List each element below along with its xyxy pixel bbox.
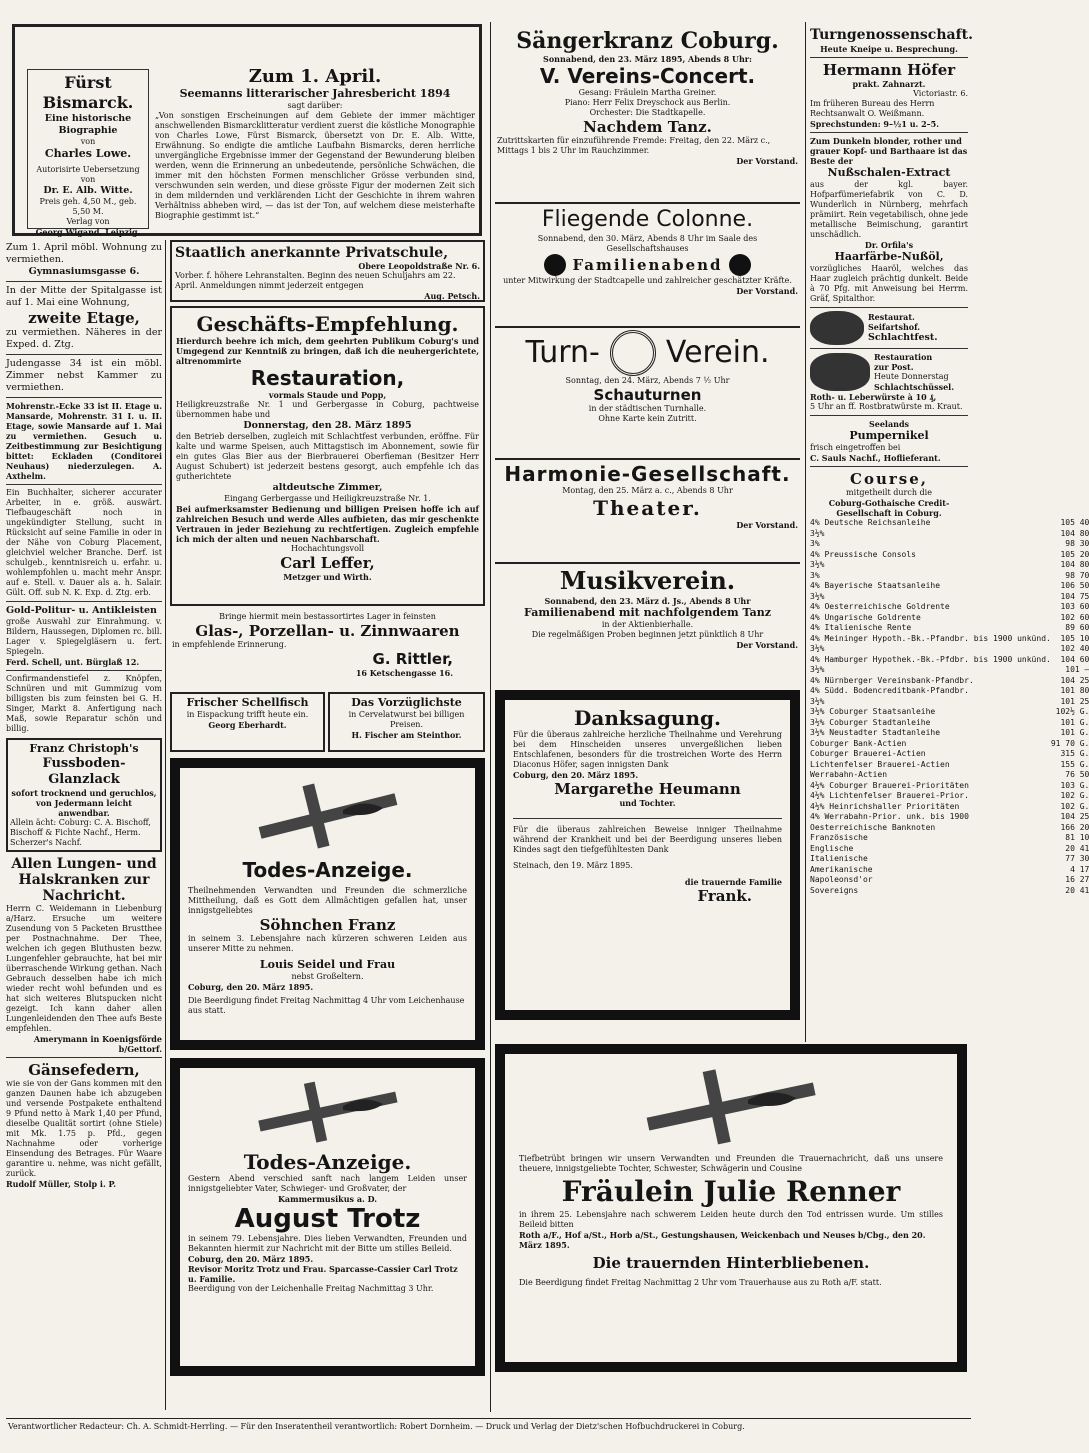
fish-heading: Frischer Schellfisch xyxy=(186,696,309,709)
saengerkranz-concert: V. Vereins-Concert. xyxy=(539,64,756,88)
cross-icon xyxy=(636,1066,826,1148)
turnverein-event: Schauturnen xyxy=(593,386,702,404)
bismarck-price: Preis geh. 4,50 M., geb. 5,50 M. xyxy=(39,197,137,216)
death-notice-1-sign-2: nebst Großeltern. xyxy=(291,972,364,981)
ad-apartment-1: Zum 1. April möbl. Wohnung zu vermiethen. xyxy=(6,242,162,265)
colonne-event: Familienabend xyxy=(572,256,723,274)
bismarck-ad xyxy=(12,24,482,236)
rates-row xyxy=(810,749,1089,760)
business-text-2: Heiligkreuzstraße Nr. 1 und Gerbergasse in Coburg, pachtweise übernommen habe und xyxy=(176,400,479,419)
rate-value: 89 60 xyxy=(1065,623,1089,632)
rate-value: 20 41 xyxy=(1065,843,1089,853)
seifartshof-2: Seifartshof. xyxy=(868,322,921,332)
rate-label: 3½% xyxy=(810,644,825,653)
death-notice-2-text-2: in seinem 79. Lebensjahre. Dies lieben Verwandten, Freunden und Bekannten hiermit zur Nachricht mit der Bitte um stilles Beileid. xyxy=(188,1234,467,1253)
school-ad xyxy=(170,240,485,302)
rate-label: Sovereigns xyxy=(810,885,859,895)
turngenossenschaft-text: Heute Kneipe u. Besprechung. xyxy=(820,44,958,54)
ad-mohrenstrasse: Mohrenstr.-Ecke 33 ist II. Etage u. Mansarde, Mohrenstr. 31 I. u. II. Etage, sowie Mansarde auf 1. Mai zu vermiethen. Gesuch u. Zeitbestimmung zur Besichtigung bittet: Eckladen (Conditorei Neuhaus) niederzulegen. A. Axthelm. xyxy=(6,401,162,481)
turnverein-ad xyxy=(495,326,800,452)
rate-value: 103 G. xyxy=(1060,780,1089,790)
imprint-footer: Verantwortlicher Redacteur: Ch. A. Schmidt-Herrling. — Für den Inseratentheil verantwortlich: Robert Dornheim. — Druck und Verlag der Dietz'schen Hofbuchdruckerei in Coburg. xyxy=(8,1422,745,1431)
ad-boots: Confirmandenstiefel z. Knöpfen, Schnüren und mit Gummizug vom billigsten bis zum feinsten bei G. H. Singer, Markt 8. Anfertigung nach Maß, sowie Reparatur schön und billig. xyxy=(6,674,162,733)
rates-row xyxy=(810,812,1089,823)
rate-value: 315 G. xyxy=(1060,749,1089,758)
glass-text-2: in empfehlende Erinnerung. xyxy=(172,640,287,649)
column-rule xyxy=(805,22,806,1042)
course-heading: Course, xyxy=(850,470,928,488)
musikverein-heading: Musikverein. xyxy=(559,566,736,595)
ad-bookkeeper: Ein Buchhalter, sicherer accurater Arbeiter, in e. größ. auswärt. Tiefbaugeschäft noch in ungekündigter Stellung, sucht in Rücksicht auf seine Familie in oder in der Nähe von Coburg Placement, gleichviel welcher Branche. Derf. ist schulgeb., kenntnisreich u. erfahr. u. wohlempfohlen u. macht mehr Anspr. auf e. Stell. v. Dauer als a. h. Salair. Gült. Off. sub N. K. Exp. d. Ztg. erb. xyxy=(6,488,162,597)
school-address: Obere Leopoldstraße Nr. 6. xyxy=(358,261,480,271)
rate-label: 4% Nürnberger Vereinsbank-Pfandbr. xyxy=(810,675,974,685)
business-entrance: Eingang Gerbergasse und Heiligkreuzstraße Nr. 1. xyxy=(224,494,431,503)
ad-apartment-2-big: zweite Etage, xyxy=(28,309,140,327)
harmonie-event: Theater. xyxy=(593,496,702,520)
harmonie-heading: Harmonie-Gesellschaft. xyxy=(504,462,791,486)
rate-value: 102½ G. xyxy=(1055,707,1089,716)
ad-gold-heading: Gold-Politur- u. Antikleisten xyxy=(6,605,157,616)
pumpernickel-intro: Seelands xyxy=(868,419,910,429)
rate-label: Amerikanische xyxy=(810,864,873,874)
rates-row xyxy=(810,581,1089,592)
rate-label: Italienische xyxy=(810,854,868,863)
post-restaurant-1: Restauration xyxy=(874,352,933,362)
seifartshof-3: Schlachtfest. xyxy=(868,332,938,343)
restaurant-name: Restauration, xyxy=(250,366,405,390)
death-notice-3-burial: Die Beerdigung findet Freitag Nachmittag 2 Uhr vom Trauerhause aus zu Roth a/F. statt. xyxy=(519,1278,882,1287)
rates-row xyxy=(810,571,1089,582)
restaurant-former: vormals Staude und Popp, xyxy=(268,390,387,400)
rates-row xyxy=(810,529,1089,540)
sausage-sign: H. Fischer am Steinthor. xyxy=(351,730,462,740)
rate-label: Coburger Brauerei-Actien xyxy=(810,749,926,758)
rates-row xyxy=(810,823,1089,834)
turnverein-heading-2: Verein. xyxy=(665,335,770,370)
saengerkranz-heading: Sängerkranz Coburg. xyxy=(516,28,779,54)
post-restaurant-2: zur Post. xyxy=(874,362,914,372)
rates-row xyxy=(810,791,1089,802)
rate-label: 3½% Coburger Stadtanleihe xyxy=(810,717,931,727)
dentist-title: prakt. Zahnarzt. xyxy=(852,79,926,89)
rate-label: Napoleonsd'or xyxy=(810,875,873,884)
rate-value: 81 10 xyxy=(1065,833,1089,842)
glass-ad xyxy=(170,610,485,688)
rates-row xyxy=(810,886,1089,897)
bismarck-heading: Zum 1. April. xyxy=(248,66,382,87)
rate-value: 98 30 xyxy=(1065,539,1089,548)
ad-lack-heading-2: Fussboden-Glanzlack xyxy=(42,756,126,787)
rate-value: 102 G. xyxy=(1060,801,1089,811)
rate-value: 16 27 xyxy=(1065,875,1089,884)
school-heading: Staatlich anerkannte Privatschule, xyxy=(175,245,449,261)
saengerkranz-singer: Gesang: Fräulein Martha Greiner. xyxy=(578,88,717,97)
death-notice-3-text: Tiefbetrübt bringen wir unsern Verwandten und Freunden die Trauernachricht, daß uns unsere theuere, innigstgeliebte Tochter, Schwester, Schwägerin und Cousine xyxy=(519,1154,943,1173)
business-room: altdeutsche Zimmer, xyxy=(272,482,383,493)
rates-row xyxy=(810,760,1089,771)
death-notice-2-heading: Todes-Anzeige. xyxy=(243,1150,412,1174)
business-text-3: den Betrieb derselben, zugleich mit Schlachtfest verbunden, eröffne. Für kalte und warme Speisen, auch Mittagstisch im Abonnement, sowie für ein gutes Glas Bier aus der Bierbrauerei Oberfieman (Besitzer Herr August Schubert) ist jederzeit bestens gesorgt, auch empfehle ich das gutherichtete xyxy=(176,432,479,481)
rate-value: 104 25 xyxy=(1060,812,1089,821)
dentist-address: Victoriastr. 6. xyxy=(913,89,968,98)
saengerkranz-ad xyxy=(495,26,800,198)
rates-row xyxy=(810,539,1089,550)
rates-row xyxy=(810,833,1089,844)
ad-room: Judengasse 34 ist ein möbl. Zimmer nebst Kammer zu vermiethen. xyxy=(6,358,162,393)
rate-label: Werrabahn-Actien xyxy=(810,770,888,779)
ad-lack-text: sofort trocknend und geruchlos, von Jedermann leicht anwendbar. xyxy=(11,788,157,818)
hair-oil-text: vorzügliches Haaröl, welches das Haar zugleich prächtig dunkelt. Beide à 70 Pfg. mit Anweisung bei Herrm. Gräf, Spitalthor. xyxy=(810,264,968,303)
colonne-date: Sonnabend, den 30. März, Abends 8 Uhr im Saale des Gesellschaftshauses xyxy=(537,234,758,253)
saengerkranz-date: Sonnabend, den 23. März 1895, Abends 8 Uhr: xyxy=(543,54,752,64)
death-notice-3-name: Fräulein Julie Renner xyxy=(561,1175,901,1208)
rates-row xyxy=(810,707,1089,718)
rate-label: 4% Meininger Hypoth.-Bk.-Pfandbr. bis 1900 unkünd. xyxy=(810,633,1051,643)
far-right-column xyxy=(810,26,1089,1042)
rate-value: 103 60 xyxy=(1060,602,1089,611)
musikverein-place: in der Aktienbierhalle. xyxy=(601,620,694,629)
rates-row xyxy=(810,739,1089,750)
death-notice-3-places: Roth a/F., Hof a/St., Horb a/St., Gestungshausen, Weickenbach und Neuses b/Cbg., den 20. März 1895. xyxy=(519,1230,926,1250)
thanks-1-text: Für die überaus zahlreiche herzliche Theilnahme und Verehrung bei dem Hinscheiden unseres unvergeßlichen lieben Entschlafenen, besonders für die trostreichen Worte des Herrn Diaconus Höfer, sagen innigsten Dank xyxy=(513,730,782,769)
rate-value: 105 40 xyxy=(1060,518,1089,527)
rate-value: 102 G. xyxy=(1060,791,1089,800)
dentist-office: Im früheren Bureau des Herrn Rechtsanwalt O. Weißmann. xyxy=(810,99,935,118)
rate-value: 104 80 xyxy=(1060,560,1089,569)
thanks-1-heading: Danksagung. xyxy=(574,706,721,730)
thanks-1-sign: Margarethe Heumann xyxy=(554,780,741,798)
seifartshof-1: Restaurat. xyxy=(868,312,915,322)
death-notice-1-sign: Louis Seidel und Frau xyxy=(259,958,396,971)
saengerkranz-tickets: Zutrittskarten für einzuführende Fremde: Freitag, den 22. März c., Mittags 1 bis 2 Uhr im Rauchzimmer. xyxy=(497,136,771,155)
sausage-text: in Cervelatwurst bei billigen Preisen. xyxy=(348,710,465,729)
rate-label: Englische xyxy=(810,843,854,853)
post-restaurant-4: Schlachtschüssel. xyxy=(874,382,954,392)
saengerkranz-piano: Piano: Herr Felix Dreyschock aus Berlin. xyxy=(564,98,731,107)
rate-value: 101 80 xyxy=(1060,686,1089,695)
turngenossenschaft-heading: Turngenossenschaft. xyxy=(810,27,973,43)
rates-row xyxy=(810,623,1089,634)
rate-value: 98 70 xyxy=(1065,570,1089,580)
saengerkranz-orchestra: Orchester: Die Stadtkapelle. xyxy=(589,108,706,117)
black-dot-icon xyxy=(729,254,751,276)
black-dot-icon xyxy=(544,254,566,276)
rate-label: 4½% Heinrichshaller Prioritäten xyxy=(810,801,960,811)
rates-row xyxy=(810,865,1089,876)
rate-value: 20 41 xyxy=(1065,885,1089,895)
thanks-2-sign-2: Frank. xyxy=(697,887,752,905)
ad-gold-sign: Ferd. Schell, unt. Bürglaß 12. xyxy=(6,657,140,667)
ad-feathers-heading: Gänsefedern, xyxy=(28,1061,140,1079)
musikverein-date: Sonnabend, den 23. März d. Js., Abends 8 Uhr xyxy=(544,596,751,606)
sausage-ad xyxy=(328,692,485,752)
rates-row xyxy=(810,728,1089,739)
post-restaurant-6: 5 Uhr an ff. Rostbratwürste m. Kraut. xyxy=(810,402,963,411)
bismarck-translator: Dr. E. Alb. Witte. xyxy=(43,185,133,196)
musikverein-note: Die regelmäßigen Proben beginnen jetzt pünktlich 8 Uhr xyxy=(531,630,764,639)
ad-gold-text: große Auswahl zur Einrahmung. v. Bildern, Haussegen, Diplomen rc. bill. Lager v. Spiegelgläsern u. fert. Spiegeln. xyxy=(6,617,162,656)
post-restaurant-5: Roth- u. Leberwürste à 10 ₰, xyxy=(810,392,937,402)
rate-value: 104 60 xyxy=(1060,654,1089,664)
death-notice-3-sign: Die trauernden Hinterbliebenen. xyxy=(592,1254,870,1272)
rates-row xyxy=(810,613,1089,624)
school-text: Vorber. f. höhere Lehranstalten. Beginn des neuen Schuljahrs am 22. April. Anmeldungen nimmt jederzeit entgegen xyxy=(175,271,456,290)
nut-extract-heading: Nußschalen-Extract xyxy=(827,166,951,179)
column-rule xyxy=(165,240,166,1410)
ad-lack-heading-1: Franz Christoph's xyxy=(29,742,139,755)
death-notice-1-name: Söhnchen Franz xyxy=(259,916,396,934)
death-notice-2-text: Gestern Abend verschied sanft nach langem Leiden unser innigstgeliebter Vater, Schwieger- und Großvater, der xyxy=(188,1174,467,1193)
thanks-1-sign-2: und Tochter. xyxy=(619,798,676,808)
turnverein-heading-1: Turn- xyxy=(525,335,600,370)
rate-label: 4% Italienische Rente xyxy=(810,623,912,632)
thanks-2-date: Steinach, den 19. März 1895. xyxy=(513,861,633,870)
dentist-hours: Sprechstunden: 9–½1 u. 2–5. xyxy=(810,119,939,129)
death-notice-3-text-2: in ihrem 25. Lebensjahre nach schwerem Leiden heute durch den Tod entrissen wurde. Um stilles Beileid bitten xyxy=(519,1210,943,1229)
musikverein-ad xyxy=(495,562,800,672)
turnverein-note: Ohne Karte kein Zutritt. xyxy=(598,414,697,423)
business-sign-name: Carl Leffer, xyxy=(280,554,375,572)
rates-row xyxy=(810,844,1089,855)
thanks-2-text: Für die überaus zahlreichen Beweise inniger Theilnahme während der Krankheit und bei der Beerdigung unseres lieben Kindes sagt den tiefgefühltesten Dank xyxy=(513,825,782,854)
death-notice-2-sign: Revisor Moritz Trotz und Frau. Sparcasse-Cassier Carl Trotz u. Familie. xyxy=(188,1264,458,1284)
rate-value: 104 75 xyxy=(1060,591,1089,601)
rates-row xyxy=(810,686,1089,697)
rate-label: 4% Südd. Bodencreditbank-Pfandbr. xyxy=(810,686,969,695)
rates-table xyxy=(810,518,1089,896)
rate-label: Coburger Bank-Actien xyxy=(810,738,907,748)
bismarck-translation: Autorisirte Uebersetzung xyxy=(36,165,140,174)
ad-lung-sign: Amerymann in Koenigsförde b/Gettorf. xyxy=(33,1034,162,1054)
bismarck-book-panel xyxy=(27,69,149,237)
sausage-icon xyxy=(810,353,870,391)
rates-row xyxy=(810,592,1089,603)
fish-text: in Eispackung trifft heute ein. xyxy=(186,710,309,719)
ad-apartment-1-address: Gymnasiumsgasse 6. xyxy=(28,266,140,277)
rates-row xyxy=(810,676,1089,687)
fish-sign: Georg Eberhardt. xyxy=(208,720,287,730)
rates-row xyxy=(810,697,1089,708)
rate-label: Französische xyxy=(810,833,868,842)
bismarck-quote: „Von sonstigen Erscheinungen auf dem Gebiete der immer mächtiger anschwellenden Bismarcklitteratur verdient zuerst die köstliche Monographie von Charles Lowe, Fürst Bismarck, übersetzt von Dr. E. Alb. Witte, Erwähnung. So endigte die amtliche Laufbahn Bismarcks, deren herrliche unvergängliche Ergebnisse immer der Gegenstand der Bewunderung bleiben werden, wenn die Erinnerung an unbedeutende, persönliche Schwächen, die immer mit den höchsten Formen menschlicher Grösse verbunden sind, verschwunden sein werden, und diese grösste Figur der modernen Zeit sich in dem mildernden und verklärenden Licht der Geschichte in ihrem wahren Verhältniss abheben wird, — das ist der Ton, auf welchem diese meisterhafte Biographie gestimmt ist.“ xyxy=(155,111,475,220)
rate-label: Oesterreichische Banknoten xyxy=(810,822,936,832)
rate-value: 104 25 xyxy=(1060,675,1089,685)
bismarck-book-subtitle: Eine historische Biographie xyxy=(44,113,132,136)
rate-label: 3% xyxy=(810,570,820,580)
musikverein-event: Familienabend mit nachfolgendem Tanz xyxy=(524,606,771,619)
rate-label: 3½% xyxy=(810,665,825,674)
ad-apartment-2-more: zu vermiethen. Näheres in der Exped. d. Ztg. xyxy=(6,327,162,350)
death-notice-2-date: Coburg, den 20. März 1895. xyxy=(188,1254,314,1264)
death-notice-1-text-2: in seinem 3. Lebensjahre nach kürzeren schweren Leiden aus unserer Mitte zu nehmen. xyxy=(188,934,467,953)
rate-label: 3½% xyxy=(810,560,825,569)
course-bank: Coburg-Gothaische Credit-Gesellschaft in Coburg. xyxy=(828,498,950,518)
rate-label: 4% Bayerische Staatsanleihe xyxy=(810,581,941,590)
rate-value: 166 20 xyxy=(1060,822,1089,832)
death-notice-2-name: August Trotz xyxy=(234,1204,421,1234)
rate-label: 3½% xyxy=(810,528,825,538)
death-notice-2-burial: Beerdigung von der Leichenhalle Freitag Nachmittag 3 Uhr. xyxy=(188,1284,434,1293)
death-notice-franz xyxy=(170,758,485,1050)
footer-rule xyxy=(6,1418,971,1419)
bismarck-author: Charles Lowe. xyxy=(44,147,132,160)
rates-row xyxy=(810,560,1089,571)
rate-value: 101 25 xyxy=(1060,696,1089,706)
ad-lung-heading: Allen Lungen- und Halskranken zur Nachricht. xyxy=(11,856,157,904)
business-regards: Hochachtungsvoll xyxy=(290,544,365,553)
rate-value: 101 G. xyxy=(1060,717,1089,727)
cross-icon xyxy=(248,780,408,852)
rates-row xyxy=(810,655,1089,666)
musikverein-sign: Der Vorstand. xyxy=(736,640,798,650)
turnverein-place: in der städtischen Turnhalle. xyxy=(588,404,707,413)
rate-value: 102 40 xyxy=(1060,644,1089,653)
saengerkranz-dance: Nachdem Tanz. xyxy=(583,118,712,136)
rates-row xyxy=(810,781,1089,792)
rate-label: 3½% Neustadter Stadtanleihe xyxy=(810,728,941,737)
rate-value: 105 20 xyxy=(1060,549,1089,559)
hair-oil-brand: Dr. Orfila's xyxy=(864,240,914,250)
glass-address: 16 Ketschengasse 16. xyxy=(355,668,453,678)
rate-value: 4 17 xyxy=(1070,864,1089,874)
rates-row xyxy=(810,665,1089,676)
rates-row xyxy=(810,634,1089,645)
thanks-1-date: Coburg, den 20. März 1895. xyxy=(513,770,639,780)
bismarck-verlag: Verlag von xyxy=(66,217,110,226)
ad-lung-text: Herrn C. Weidemann in Liebenburg a/Harz. Ersuche um weitere Zusendung von 5 Packeten Brustthee per Postnachnahme. Der Thee, welchen ich gegen Bluthusten bezw. Lungenfehler gebrauchte, hat bei mir überraschende Wirkung gethan. Nach Gebrauch desselben habe ich mich wieder recht wohl befunden und es hat sich weiteres Blutspucken nicht gezeigt. Ich kann daher allen Lungenleidenden den Thee aufs Beste empfehlen. xyxy=(6,904,162,1033)
pumpernickel-heading: Pumpernikel xyxy=(849,429,929,442)
rate-label: 3½% xyxy=(810,696,825,706)
pumpernickel-text: frisch eingetroffen bei xyxy=(810,443,901,452)
rate-value: 76 50 xyxy=(1065,770,1089,779)
ad-apartment-2: In der Mitte der Spitalgasse ist auf 1. Mai eine Wohnung, xyxy=(6,285,162,308)
glass-sign: G. Rittler, xyxy=(372,650,453,668)
death-notice-2-title: Kammermusikus a. D. xyxy=(277,1194,378,1204)
business-sign-role: Metzger und Wirth. xyxy=(283,572,372,582)
rate-value: 155 G. xyxy=(1060,759,1089,769)
colonne-text: unter Mitwirkung der Stadtcapelle und zahlreicher geschätzter Kräfte. xyxy=(503,276,792,285)
saengerkranz-sign: Der Vorstand. xyxy=(736,156,798,166)
harmonie-date: Montag, den 25. März a. c., Abends 8 Uhr xyxy=(562,486,733,495)
death-notice-1-heading: Todes-Anzeige. xyxy=(242,858,413,882)
pig-icon xyxy=(810,311,864,345)
rates-row xyxy=(810,644,1089,655)
rates-row xyxy=(810,802,1089,813)
business-recommendation-ad xyxy=(170,306,485,606)
pumpernickel-sign: C. Sauls Nachf., Hoflieferant. xyxy=(810,453,941,463)
glass-text: Bringe hiermit mein bestassortirtes Lager in feinsten xyxy=(219,612,436,621)
rate-value: 101 G. xyxy=(1060,728,1089,737)
ad-feathers-text: wie sie von der Gans kommen mit den ganzen Daunen habe ich abzugeben und versende Postpakete enthaltend 9 Pfund netto à Mark 1,40 per Pfund, dieselbe Qualität sortirt (ohne Stiele) mit Mk. 1.75 p. Pfd., gegen Nachnahme oder vorherige Einsendung des Betrages. Für Waare garantire u. nehme, was nicht gefällt, zurück. xyxy=(6,1079,162,1178)
colonne-heading: Fliegende Colonne. xyxy=(541,207,754,232)
rate-label: Lichtenfelser Brauerei-Actien xyxy=(810,759,950,769)
fish-ad xyxy=(170,692,325,752)
school-sign: Aug. Petsch. xyxy=(424,291,480,301)
business-text-1: Hierdurch beehre ich mich, dem geehrten Publikum Coburg's und Umgegend zur Kenntniß zu bringen, daß ich die neuhergerichtete, altrenommirte xyxy=(176,336,479,366)
ad-feathers-sign: Rudolf Müller, Stolp i. P. xyxy=(6,1179,117,1189)
rate-value: 91 70 G. xyxy=(1050,738,1089,748)
rates-row xyxy=(810,854,1089,865)
turnverein-emblem-icon xyxy=(610,330,656,376)
colonne-ad xyxy=(495,202,800,320)
rate-label: 4% Deutsche Reichsanleihe xyxy=(810,518,931,527)
thanks-heumann xyxy=(495,690,800,1020)
rates-row xyxy=(810,875,1089,886)
left-column xyxy=(6,242,162,1417)
rate-label: 4% Werrabahn-Prior. unk. bis 1900 xyxy=(810,812,969,821)
rate-label: 4% Oesterreichische Goldrente xyxy=(810,602,950,611)
hair-oil-heading: Haarfärbe-Nußöl, xyxy=(834,250,944,263)
business-date: Donnerstag, den 28. März 1895 xyxy=(243,420,412,431)
cross-icon xyxy=(248,1080,408,1144)
bismarck-subheading: Seemanns litterarischer Jahresbericht 1894 xyxy=(179,87,451,100)
death-notice-1-date: Coburg, den 20. März 1895. xyxy=(188,982,314,992)
rate-label: 3½% xyxy=(810,591,825,601)
rate-value: 101 — xyxy=(1065,665,1089,674)
rate-value: 105 10 xyxy=(1060,633,1089,643)
rates-row xyxy=(810,518,1089,529)
rate-label: 4% Ungarische Goldrente xyxy=(810,612,921,622)
thanks-2-sign: die trauernde Familie xyxy=(684,877,782,887)
death-notice-1-burial: Die Beerdigung findet Freitag Nachmittag 4 Uhr vom Leichenhause aus statt. xyxy=(188,996,465,1015)
death-notice-trotz xyxy=(170,1058,485,1376)
death-notice-renner xyxy=(495,1044,967,1372)
bismarck-von-2: von xyxy=(80,175,96,184)
glass-heading: Glas-, Porzellan- u. Zinnwaaren xyxy=(195,622,460,640)
business-heading: Geschäfts-Empfehlung. xyxy=(196,312,459,336)
harmonie-ad xyxy=(495,458,800,556)
rate-value: 104 80 xyxy=(1060,528,1089,538)
rates-row xyxy=(810,770,1089,781)
ad-lack-sellers: Allein ächt: Coburg: C. A. Bischoff, Bischoff & Fichte Nachf., Herm. Scherzer's Nachf. xyxy=(10,818,151,847)
bismarck-von: von xyxy=(80,137,96,146)
rate-value: 106 50 xyxy=(1060,581,1089,590)
post-restaurant-3: Heute Donnerstag xyxy=(874,372,949,381)
rate-value: 77 30 xyxy=(1065,854,1089,863)
harmonie-sign: Der Vorstand. xyxy=(736,520,798,530)
rate-label: 4% Preussische Consols xyxy=(810,549,916,559)
rate-label: 3½% Coburger Staatsanleihe xyxy=(810,707,936,716)
turnverein-date: Sonntag, den 24. März, Abends 7 ½ Uhr xyxy=(565,376,730,385)
death-notice-1-text: Theilnehmenden Verwandten und Freunden die schmerzliche Mittheilung, daß es Gott dem Allmächtigen gefallen hat, unser innigstgeliebtes xyxy=(188,886,467,915)
rate-label: 4½% Lichtenfelser Brauerei-Prior. xyxy=(810,791,969,800)
colonne-sign: Der Vorstand. xyxy=(736,286,798,296)
nut-extract-text: aus der kgl. bayer. Hofparfümeriefabrik von C. D. Wunderlich in Nürnberg, mehrfach prämiirt. Rein vegetabilisch, ohne jede metallische Beimischung, garantirt unschädlich. xyxy=(810,180,968,239)
column-rule xyxy=(490,22,491,1412)
rate-value: 102 60 xyxy=(1060,612,1089,622)
bismarck-says: sagt darüber: xyxy=(287,101,343,110)
dentist-heading: Hermann Höfer xyxy=(822,61,956,79)
rates-row xyxy=(810,550,1089,561)
rate-label: 3% xyxy=(810,539,820,548)
course-intro: mitgetheilt durch die xyxy=(846,488,932,497)
bismarck-book-title: Fürst Bismarck. xyxy=(42,73,134,112)
rate-label: 4½% Coburger Brauerei-Prioritäten xyxy=(810,780,969,790)
bismarck-publisher: Georg Wigand, Leipzig. xyxy=(35,227,141,237)
rates-row xyxy=(810,718,1089,729)
sausage-heading: Das Vorzüglichste xyxy=(351,696,462,709)
rates-row xyxy=(810,602,1089,613)
rate-label: 4% Hamburger Hypothek.-Bk.-Pfdbr. bis 1900 unkünd. xyxy=(810,654,1051,664)
nut-extract-intro: Zum Dunkeln blonder, rother und grauer Kopf- und Barthaare ist das Beste der xyxy=(810,136,968,166)
business-text-4: Bei aufmerksamster Bedienung und billigen Preisen hoffe ich auf zahlreichen Besuch und werde Alles aufbieten, das mir geschenkte Vertrauen in jeder Beziehung zu rechtfertigen. Zugleich empfehle ich mich der alten und neuen Nachbarschaft. xyxy=(176,504,479,544)
bismarck-review xyxy=(155,67,475,232)
